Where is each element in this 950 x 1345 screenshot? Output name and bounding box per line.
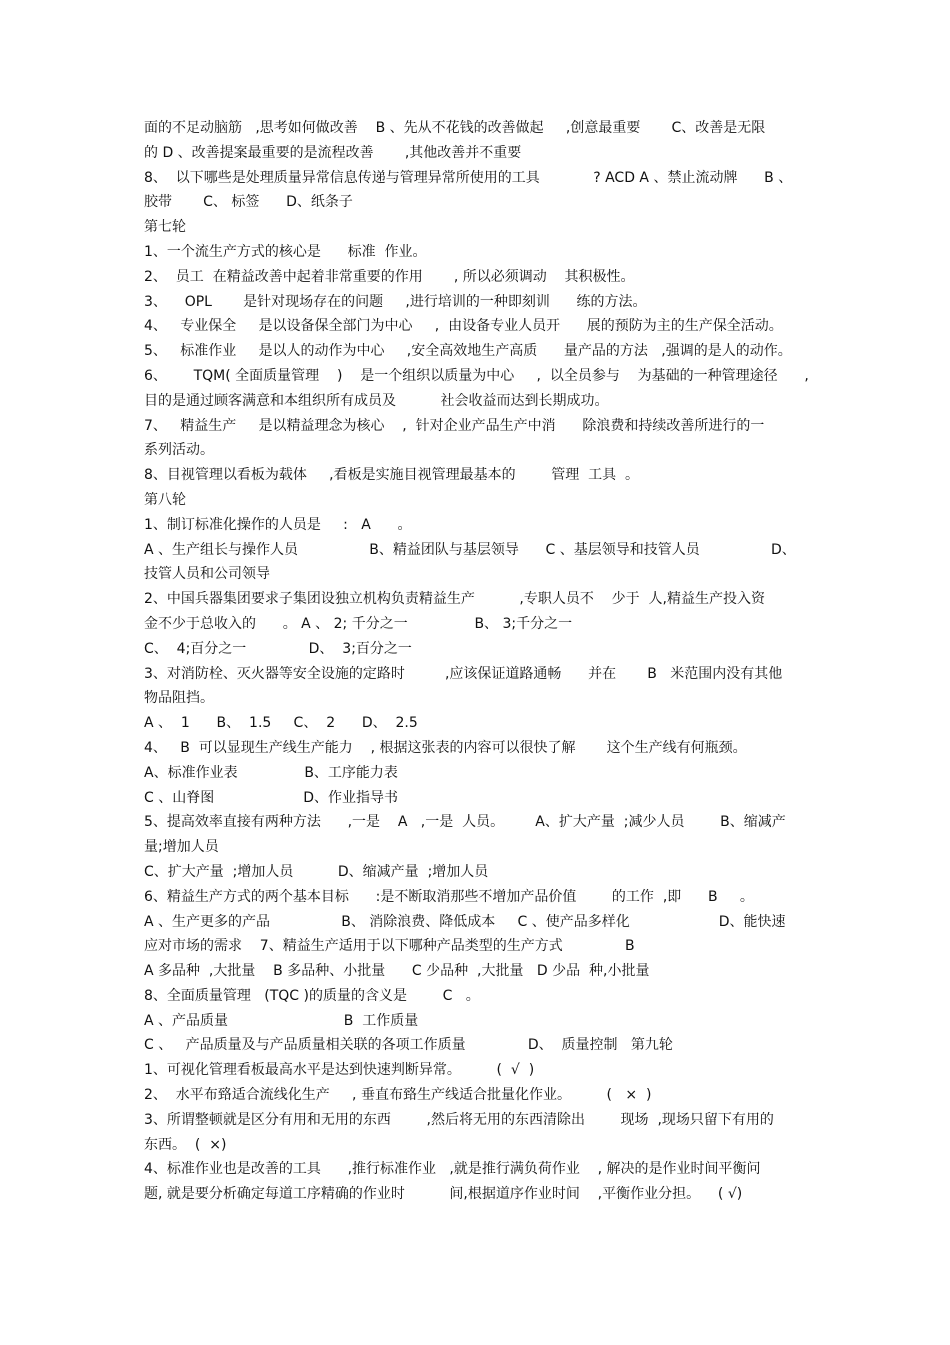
text-line: A 多品种 ,大批量 B 多品种、小批量 C 少品种 ,大批量 D 少品 种,小批量 — [144, 963, 650, 980]
text-line: 技管人员和公司领导 — [144, 566, 270, 583]
text-line: 的 D 、改善提案最重要的是流程改善 ,其他改善并不重要 — [144, 144, 522, 161]
text-line: 7、 精益生产 是以精益理念为核心 , 针对企业产品生产中消 除浪费和持续改善所进行的一 — [144, 417, 765, 434]
text-line: 应对市场的需求 7、精益生产适用于以下哪种产品类型的生产方式 B — [144, 938, 635, 955]
text-line: 面的不足动脑筋 ,思考如何做改善 B 、先从不花钱的改善做起 ,创意最重要 C、改善是无限 — [144, 120, 766, 136]
text-line: 4、标准作业也是改善的工具 ,推行标准作业 ,就是推行满负荷作业 , 解决的是作业时间平衡问 — [144, 1161, 761, 1178]
text-line: 题, 就是要分析确定每道工序精确的作业时 间,根据道序作业时间 ,平衡作业分担。 ( √) — [144, 1186, 743, 1203]
text-line: C 、 产品质量及与产品质量相关联的各项工作质量 D、 质量控制 第九轮 — [144, 1037, 673, 1054]
document-body — [144, 116, 812, 1207]
text-line: 胶带 C、 标签 D、纸条子 — [144, 194, 353, 211]
text-line: 1、可视化管理看板最高水平是达到快速判断异常。 ( √ ) — [144, 1062, 535, 1079]
text-line: 2、 员工 在精益改善中起着非常重要的作用 , 所以必须调动 其积极性。 — [144, 268, 635, 285]
text-line: 量;增加人员 — [144, 839, 219, 856]
text-line: A 、生产组长与操作人员 B、精益团队与基层领导 C 、基层领导和技管人员 D、 — [144, 541, 796, 558]
text-line: 2、 水平布臵适合流线化生产 , 垂直布臵生产线适合批量化作业。 ( × ) — [144, 1087, 652, 1104]
text-line: A、标准作业表 B、工序能力表 — [144, 764, 398, 781]
text-line: 物品阻挡。 — [144, 690, 214, 707]
text-line: C、 4;百分之一 D、 3;百分之一 — [144, 640, 412, 657]
text-line: 8、 以下哪些是处理质量异常信息传递与管理异常所使用的工具 ? ACD A 、禁止流动牌 B 、 — [144, 169, 793, 186]
text-line: 5、 标准作业 是以人的动作为中心 ,安全高效地生产高质 量产品的方法 ,强调的是人的动作。 — [144, 343, 792, 360]
text-line: C 、山脊图 D、作业指导书 — [144, 789, 399, 806]
text-line: 8、目视管理以看板为载体 ,看板是实施目视管理最基本的 管理 工具 。 — [144, 467, 640, 484]
text-line: C、扩大产量 ;增加人员 D、缩减产量 ;增加人员 — [144, 863, 489, 880]
text-line: 6、精益生产方式的两个基本目标 :是不断取消那些不增加产品价值 的工作 ,即 B 。 — [144, 888, 754, 905]
text-line: 金不少于总收入的 。 A 、 2; 千分之一 B、 3;千分之一 — [144, 615, 573, 632]
text-line: 8、全面质量管理 (TQC )的质量的含义是 C 。 — [144, 987, 480, 1004]
text-line: 系列活动。 — [144, 442, 214, 459]
text-line: 4、 专业保全 是以设备保全部门为中心 , 由设备专业人员开 展的预防为主的生产保全活动。 — [144, 318, 783, 335]
text-line: A 、生产更多的产品 B、 消除浪费、降低成本 C 、使产品多样化 D、能快速 — [144, 913, 786, 930]
text-line: 1、一个流生产方式的核心是 标准 作业。 — [144, 243, 427, 260]
text-line: 3、对消防栓、灭火器等安全设施的定路时 ,应该保证道路通畅 并在 B 米范围内没有其他 — [144, 665, 783, 682]
text-line: 3、所谓整顿就是区分有用和无用的东西 ,然后将无用的东西清除出 现场 ,现场只留下有用的 — [144, 1111, 774, 1128]
text-line: 6、 TQM( 全面质量管理 ) 是一个组织以质量为中心 , 以全员参与 为基础的一种管理途径 , — [144, 367, 809, 384]
section-heading: 第八轮 — [144, 491, 186, 508]
section-heading: 第七轮 — [144, 219, 186, 236]
text-line: 2、中国兵器集团要求子集团设独立机构负责精益生产 ,专职人员不 少于 人,精益生产投入资 — [144, 591, 766, 608]
text-line: A 、 1 B、 1.5 C、 2 D、 2.5 — [144, 715, 418, 732]
text-line: 1、制订标准化操作的人员是 : A 。 — [144, 516, 412, 533]
text-line: 东西。 ( ×) — [144, 1136, 227, 1153]
text-line: 目的是通过顾客满意和本组织所有成员及 社会收益而达到长期成功。 — [144, 392, 609, 409]
text-line: A 、产品质量 B 工作质量 — [144, 1012, 419, 1029]
text-line: 5、提高效率直接有两种方法 ,一是 A ,一是 人员。 A、扩大产量 ;减少人员 B、缩减产 — [144, 814, 786, 831]
text-line: 3、 OPL 是针对现场存在的问题 ,进行培训的一种即刻训 练的方法。 — [144, 293, 647, 310]
text-line: 4、 B 可以显现生产线生产能力 , 根据这张表的内容可以很快了解 这个生产线有何瓶颈。 — [144, 739, 747, 756]
